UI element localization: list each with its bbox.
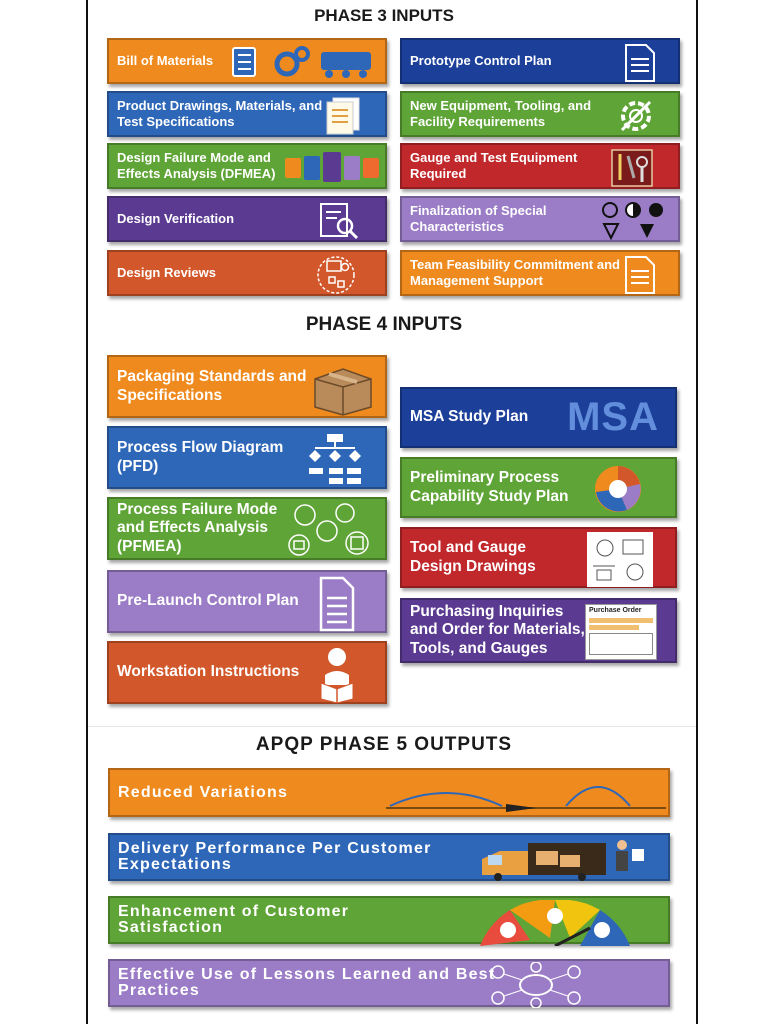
- purchase-order-form-icon: [585, 604, 657, 660]
- technical-drawing-icon: [587, 532, 653, 587]
- customer-satisfaction-label: Enhancement of Customer Satisfaction: [118, 903, 350, 936]
- prototype-control-plan-label: Prototype Control Plan: [410, 53, 552, 69]
- document-icon: [317, 576, 357, 632]
- purchase-order-table: [589, 633, 653, 655]
- msa-study-plan-label: MSA Study Plan: [410, 408, 529, 426]
- tool-gauge-drawings-box: [400, 527, 677, 588]
- pre-launch-control-plan-box: [107, 570, 387, 633]
- flowchart-icon: [307, 432, 363, 488]
- gear-wrench-icon: [614, 96, 658, 136]
- design-reviews-label: Design Reviews: [117, 265, 216, 281]
- purchase-order-heading: Purchase Order: [589, 607, 642, 614]
- bill-of-materials-box: [107, 38, 387, 84]
- checklist-gears-icon: [229, 44, 379, 80]
- packaging-standards-box: [107, 355, 387, 418]
- workstation-instructions-label: Workstation Instructions: [117, 663, 300, 681]
- document-icon: [622, 43, 658, 83]
- pfmea-box: [107, 497, 387, 560]
- process-capability-box: [400, 457, 677, 518]
- process-icons-cluster-icon: [285, 501, 375, 559]
- msa-graphic-icon: MSA: [567, 395, 659, 439]
- process-flow-diagram-box: [107, 426, 387, 489]
- document-stack-icon: [323, 96, 363, 136]
- team-feasibility-box: [400, 250, 680, 296]
- purchasing-inquiries-box: [400, 598, 677, 663]
- cardboard-box-icon: [309, 361, 377, 417]
- delivery-performance-label: Delivery Performance Per Customer Expectations: [118, 840, 432, 873]
- section-divider: [88, 726, 696, 727]
- phase3-title: PHASE 3 INPUTS: [314, 6, 454, 25]
- prototype-control-plan-box: [400, 38, 680, 84]
- gauge-test-equipment-label: Gauge and Test Equipment Required: [410, 150, 578, 181]
- special-characteristics-box: [400, 196, 680, 242]
- person-reading-icon: [317, 645, 357, 703]
- reduced-variations-label: Reduced Variations: [118, 783, 289, 801]
- purchasing-inquiries-label: Purchasing Inquiries and Order for Materials, Tools, and Gauges: [410, 602, 585, 657]
- pfmea-label: Process Failure Mode and Effects Analysis (PFMEA): [117, 500, 278, 555]
- gauge-test-equipment-box: [400, 143, 680, 189]
- satisfaction-gauge-icon: [470, 900, 640, 946]
- lessons-learned-label: Effective Use of Lessons Learned and Best Practices: [118, 966, 496, 999]
- bill-of-materials-label: Bill of Materials: [117, 53, 214, 69]
- document-icon: [622, 255, 658, 295]
- design-verification-label: Design Verification: [117, 211, 235, 227]
- phase5-title: APQP PHASE 5 OUTPUTS: [255, 734, 513, 755]
- tools-panel-icon: [610, 148, 654, 188]
- delivery-performance-box: [108, 833, 670, 881]
- team-feasibility-label: Team Feasibility Commitment and Management Support: [410, 257, 620, 288]
- purchase-order-field: [589, 625, 639, 630]
- process-capability-label: Preliminary Process Capability Study Plan: [410, 468, 569, 505]
- customer-satisfaction-box: [108, 896, 670, 944]
- review-flow-icon: [315, 255, 357, 295]
- workstation-instructions-box: [107, 641, 387, 704]
- tool-gauge-drawings-label: Tool and Gauge Design Drawings: [410, 538, 536, 575]
- purchase-order-field: [589, 618, 653, 623]
- special-symbols-icon: [600, 200, 670, 242]
- lessons-learned-box: [108, 959, 670, 1007]
- delivery-truck-icon: [478, 837, 648, 881]
- new-equipment-box: [400, 91, 680, 137]
- cycle-wheel-icon: [593, 462, 643, 516]
- phase4-title: PHASE 4 INPUTS: [305, 314, 463, 335]
- knowledge-network-icon: [486, 962, 586, 1008]
- product-drawings-label: Product Drawings, Materials, and Test Specifications: [117, 98, 323, 129]
- design-verification-box: [107, 196, 387, 242]
- msa-study-plan-box: [400, 387, 677, 448]
- special-characteristics-label: Finalization of Special Characteristics: [410, 203, 547, 234]
- variation-curves-icon: [386, 774, 666, 814]
- packaging-standards-label: Packaging Standards and Specifications: [117, 367, 307, 404]
- magnifier-document-icon: [317, 202, 361, 240]
- pre-launch-control-plan-label: Pre-Launch Control Plan: [117, 592, 299, 610]
- product-drawings-box: [107, 91, 387, 137]
- new-equipment-label: New Equipment, Tooling, and Facility Requirements: [410, 98, 592, 129]
- dfmea-box: [107, 143, 387, 189]
- dfmea-tiles-icon: [285, 152, 381, 184]
- dfmea-label: Design Failure Mode and Effects Analysis (DFMEA): [117, 150, 276, 181]
- design-reviews-box: [107, 250, 387, 296]
- process-flow-diagram-label: Process Flow Diagram (PFD): [117, 438, 284, 475]
- reduced-variations-box: [108, 768, 670, 817]
